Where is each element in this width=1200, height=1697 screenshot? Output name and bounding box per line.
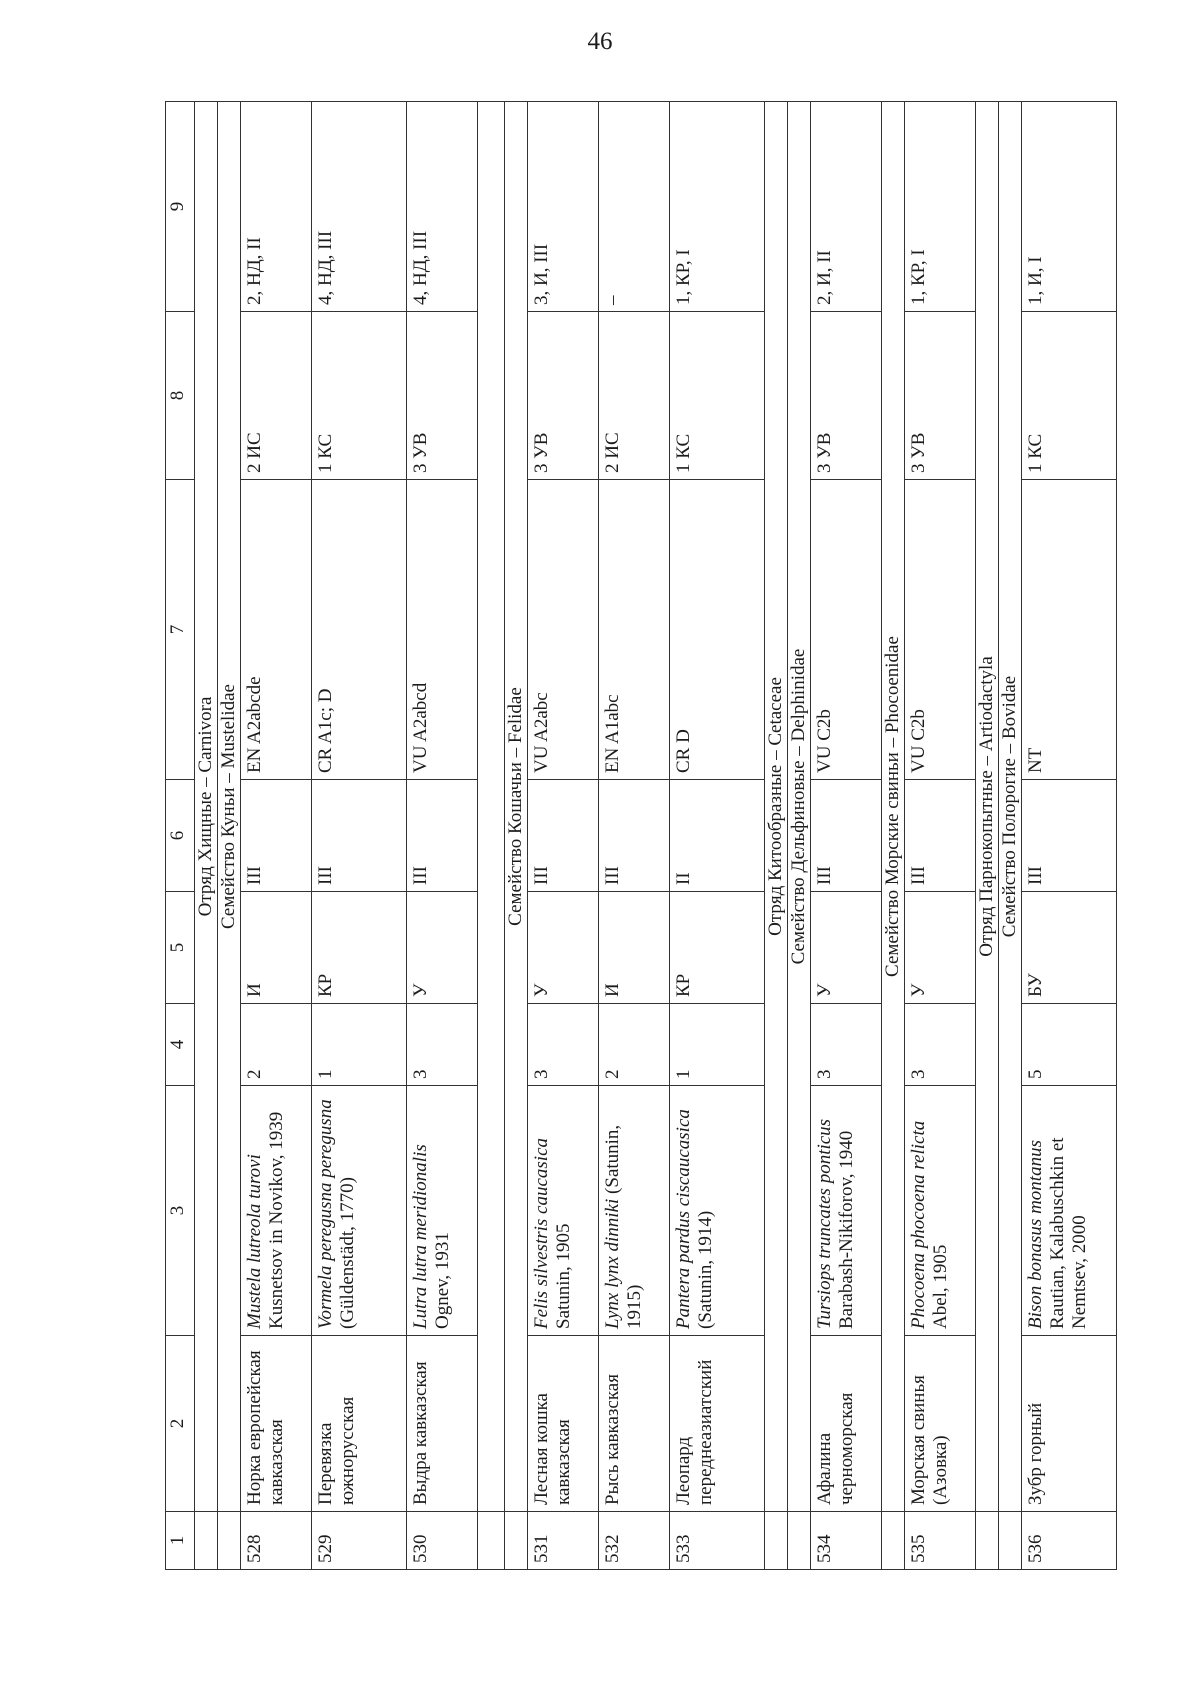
column-header: 1 — [166, 1512, 195, 1570]
species-scientific-name — [811, 1086, 882, 1336]
cell-col-5: У — [905, 892, 976, 1004]
cell-col-9: – — [599, 102, 670, 312]
cell-col-6: III — [811, 780, 882, 892]
table-row — [241, 102, 312, 1570]
species-common-name: Афалина черноморская — [811, 1336, 882, 1512]
scientific-name-author: (Satunin, 1914) — [694, 1210, 716, 1329]
section-header-row — [788, 102, 811, 1570]
section-title: Семейство Кошачьи – Felidae — [505, 102, 528, 1512]
spacer-row — [478, 102, 505, 1570]
section-header-row — [882, 102, 905, 1570]
scientific-name-italic: Tursiops truncates ponticus — [814, 1118, 835, 1329]
cell-col-5: КР — [670, 892, 765, 1004]
scientific-name-italic: Phocoena phocoena relicta — [908, 1120, 929, 1329]
section-header-row — [765, 102, 788, 1570]
species-number: 532 — [599, 1512, 670, 1570]
scientific-name-author: Barabash-Nikiforov, 1940 — [835, 1130, 857, 1329]
section-title: Семейство Морские свиньи – Phocoenidae — [882, 102, 905, 1512]
table-row — [1022, 102, 1117, 1570]
cell-col-6: II — [670, 780, 765, 892]
cell-col-8: 1 КС — [670, 312, 765, 480]
species-common-name: Леопард переднеазиатский — [670, 1336, 765, 1512]
cell-col-8: 3 УВ — [905, 312, 976, 480]
table-row — [407, 102, 478, 1570]
cell-col-6: III — [241, 780, 312, 892]
scientific-name-author: Satunin, 1905 — [552, 1223, 574, 1329]
cell-col-5: У — [528, 892, 599, 1004]
scientific-name-author: Kusnetsov in Novikov, 1939 — [265, 1111, 287, 1329]
cell-col-8: 3 УВ — [811, 312, 882, 480]
section-header-row — [195, 102, 218, 1570]
species-common-name: Перевязка южнорусская — [312, 1336, 407, 1512]
scientific-name-italic: Mustela lutreola turovi — [244, 1154, 265, 1329]
column-header: 8 — [166, 312, 195, 480]
scientific-name-author: Ognev, 1931 — [431, 1232, 453, 1329]
species-table — [165, 101, 1117, 1570]
species-common-name: Рысь кавказская — [599, 1336, 670, 1512]
column-header: 6 — [166, 780, 195, 892]
section-title: Семейство Куньи – Mustelidae — [218, 102, 241, 1512]
section-header-row — [505, 102, 528, 1570]
species-scientific-name — [670, 1086, 765, 1336]
species-number: 533 — [670, 1512, 765, 1570]
species-number: 529 — [312, 1512, 407, 1570]
cell-col-7: CR A1c; D — [312, 480, 407, 780]
section-header-row — [218, 102, 241, 1570]
cell-col-9: 3, И, III — [528, 102, 599, 312]
species-number: 536 — [1022, 1512, 1117, 1570]
cell-col-7: EN A2abcde — [241, 480, 312, 780]
cell-col-9: 1, И, I — [1022, 102, 1117, 312]
table-row — [312, 102, 407, 1570]
section-title: Отряд Китообразные – Cetaceae — [765, 102, 788, 1512]
cell-col-8: 3 УВ — [528, 312, 599, 480]
section-header-row — [976, 102, 999, 1570]
cell-col-7: CR D — [670, 480, 765, 780]
cell-col-4: 2 — [599, 1004, 670, 1086]
column-header: 2 — [166, 1336, 195, 1512]
scientific-name-italic: Lynx lynx dinniki — [602, 1198, 623, 1329]
species-number: 531 — [528, 1512, 599, 1570]
cell-col-7: VU C2b — [905, 480, 976, 780]
species-number: 535 — [905, 1512, 976, 1570]
cell-col-6: III — [407, 780, 478, 892]
column-header: 9 — [166, 102, 195, 312]
column-header: 4 — [166, 1004, 195, 1086]
table-row — [599, 102, 670, 1570]
scientific-name-author: (Satunin, 1915) — [602, 1124, 645, 1329]
section-title: Отряд Хищные – Carnivora — [195, 102, 218, 1512]
cell-col-9: 1, КР, I — [905, 102, 976, 312]
scientific-name-italic: Vormela peregusna peregusna — [315, 1099, 336, 1329]
scientific-name-italic: Pantera pardus ciscaucasica — [673, 1109, 694, 1329]
section-title: Отряд Парнокопытные – Artiodactyla — [976, 102, 999, 1512]
cell-col-8: 1 КС — [1022, 312, 1117, 480]
scientific-name-italic: Lutra lutra meridionalis — [410, 1144, 431, 1329]
cell-col-6: III — [528, 780, 599, 892]
page-number: 46 — [587, 28, 613, 55]
cell-col-5: КР — [312, 892, 407, 1004]
cell-col-7: VU A2abc — [528, 480, 599, 780]
species-scientific-name — [407, 1086, 478, 1336]
species-scientific-name — [312, 1086, 407, 1336]
cell-col-4: 3 — [811, 1004, 882, 1086]
cell-col-6: III — [1022, 780, 1117, 892]
cell-col-8: 2 ИС — [241, 312, 312, 480]
column-header: 5 — [166, 892, 195, 1004]
cell-col-4: 2 — [241, 1004, 312, 1086]
table-row — [528, 102, 599, 1570]
species-common-name: Норка европейская кавказская — [241, 1336, 312, 1512]
table-row — [905, 102, 976, 1570]
species-number: 534 — [811, 1512, 882, 1570]
cell-col-6: III — [599, 780, 670, 892]
cell-col-9: 1, КР, I — [670, 102, 765, 312]
section-title: Семейство Дельфиновые – Delphinidae — [788, 102, 811, 1512]
cell-col-4: 3 — [528, 1004, 599, 1086]
table-row — [811, 102, 882, 1570]
table-body — [166, 102, 1117, 1570]
cell-col-4: 1 — [312, 1004, 407, 1086]
species-table-container — [165, 102, 1090, 1570]
cell-col-5: БУ — [1022, 892, 1117, 1004]
cell-col-7: VU C2b — [811, 480, 882, 780]
cell-col-5: И — [599, 892, 670, 1004]
species-common-name: Выдра кавказская — [407, 1336, 478, 1512]
cell-col-6: III — [312, 780, 407, 892]
column-header: 7 — [166, 480, 195, 780]
section-title: Семейство Полорогие – Bovidae — [999, 102, 1022, 1512]
cell-col-9: 2, И, II — [811, 102, 882, 312]
cell-col-4: 3 — [905, 1004, 976, 1086]
scientific-name-author: (Güldenstädt, 1770) — [336, 1177, 358, 1329]
cell-col-8: 3 УВ — [407, 312, 478, 480]
cell-col-8: 2 ИС — [599, 312, 670, 480]
species-scientific-name — [1022, 1086, 1117, 1336]
cell-col-7: VU A2abcd — [407, 480, 478, 780]
scientific-name-author: Rautian, Kalabuschkin et Nemtsev, 2000 — [1046, 1137, 1090, 1329]
cell-col-9: 2, НД, II — [241, 102, 312, 312]
cell-col-4: 3 — [407, 1004, 478, 1086]
species-scientific-name — [599, 1086, 670, 1336]
species-common-name: Зубр горный — [1022, 1336, 1117, 1512]
species-scientific-name — [528, 1086, 599, 1336]
table-row — [670, 102, 765, 1570]
species-scientific-name — [241, 1086, 312, 1336]
species-common-name: Лесная кошка кавказская — [528, 1336, 599, 1512]
column-header: 3 — [166, 1086, 195, 1336]
species-number: 528 — [241, 1512, 312, 1570]
species-common-name: Морская свинья (Азовка) — [905, 1336, 976, 1512]
cell-col-7: EN A1abc — [599, 480, 670, 780]
section-header-row — [999, 102, 1022, 1570]
cell-col-7: NT — [1022, 480, 1117, 780]
cell-col-9: 4, НД, III — [312, 102, 407, 312]
cell-col-5: У — [407, 892, 478, 1004]
column-header-row — [166, 102, 195, 1570]
scientific-name-italic: Felis silvestris caucasica — [531, 1137, 552, 1329]
cell-col-8: 1 КС — [312, 312, 407, 480]
cell-col-5: У — [811, 892, 882, 1004]
species-scientific-name — [905, 1086, 976, 1336]
scientific-name-italic: Bison bonasus montanus — [1025, 1140, 1046, 1329]
species-number: 530 — [407, 1512, 478, 1570]
cell-col-6: III — [905, 780, 976, 892]
scientific-name-author: Abel, 1905 — [929, 1244, 951, 1329]
cell-col-5: И — [241, 892, 312, 1004]
cell-col-4: 1 — [670, 1004, 765, 1086]
cell-col-9: 4, НД, III — [407, 102, 478, 312]
cell-col-4: 5 — [1022, 1004, 1117, 1086]
